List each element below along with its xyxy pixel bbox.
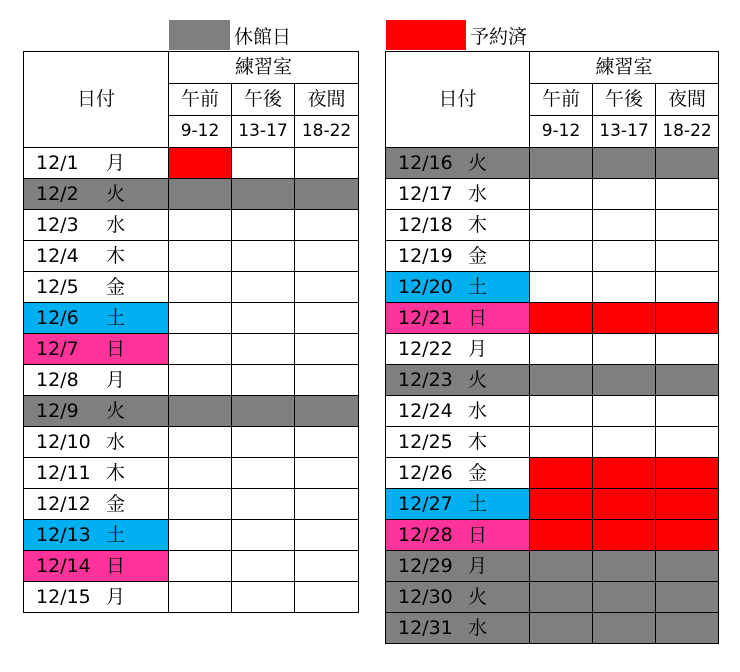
slot-available[interactable] — [169, 303, 232, 334]
weekday-label: 月 — [106, 585, 126, 608]
right-table-header — [386, 52, 719, 148]
weekday-label: 金 — [468, 244, 488, 267]
table-row — [24, 210, 359, 241]
slot-available[interactable] — [169, 489, 232, 520]
slot-closed[interactable] — [656, 365, 719, 396]
date-label: 12/22 — [398, 337, 453, 360]
date-label: 12/10 — [36, 430, 91, 453]
time-night: 18-22 — [656, 116, 719, 148]
slot-available[interactable] — [593, 179, 656, 210]
slot-available[interactable] — [593, 396, 656, 427]
slot-available[interactable] — [295, 210, 359, 241]
table-row — [24, 272, 359, 303]
date-label: 12/29 — [398, 554, 453, 577]
date-label: 12/15 — [36, 585, 91, 608]
weekday-label: 水 — [106, 213, 126, 236]
date-cell — [386, 179, 530, 210]
date-cell — [386, 551, 530, 582]
slot-available[interactable] — [232, 427, 295, 458]
date-cell — [386, 613, 530, 644]
date-cell — [24, 148, 169, 179]
slot-closed[interactable] — [530, 551, 593, 582]
booked-swatch — [386, 20, 466, 50]
slot-closed[interactable] — [232, 179, 295, 210]
time-morning: 9-12 — [530, 116, 593, 148]
slot-available[interactable] — [593, 334, 656, 365]
slot-available[interactable] — [295, 334, 359, 365]
date-cell — [24, 520, 169, 551]
slot-booked[interactable] — [656, 489, 719, 520]
slot-available[interactable] — [530, 334, 593, 365]
slot-available[interactable] — [232, 365, 295, 396]
slot-booked[interactable] — [169, 148, 232, 179]
table-row — [386, 613, 719, 644]
table-row — [24, 551, 359, 582]
table-row — [386, 272, 719, 303]
legend-booked — [386, 20, 527, 50]
slot-closed[interactable] — [593, 613, 656, 644]
slot-available[interactable] — [232, 582, 295, 613]
slot-closed[interactable] — [169, 179, 232, 210]
slot-available[interactable] — [169, 365, 232, 396]
date-cell — [386, 210, 530, 241]
slot-closed[interactable] — [530, 613, 593, 644]
date-cell — [24, 551, 169, 582]
slot-closed[interactable] — [593, 582, 656, 613]
slot-available[interactable] — [295, 148, 359, 179]
table-row — [386, 148, 719, 179]
date-cell — [24, 272, 169, 303]
table-row — [386, 489, 719, 520]
weekday-label: 金 — [106, 492, 126, 515]
room-header: 練習室 — [530, 52, 719, 84]
slot-booked[interactable] — [593, 489, 656, 520]
date-cell — [386, 520, 530, 551]
date-label: 12/13 — [36, 523, 91, 546]
date-cell — [386, 303, 530, 334]
slot-available[interactable] — [295, 489, 359, 520]
weekday-label: 日 — [468, 523, 488, 546]
date-label: 12/20 — [398, 275, 453, 298]
weekday-label: 水 — [468, 616, 488, 639]
date-label: 12/4 — [36, 244, 79, 267]
date-label: 12/9 — [36, 399, 79, 422]
date-cell — [24, 489, 169, 520]
slot-available[interactable] — [295, 520, 359, 551]
slot-booked[interactable] — [656, 458, 719, 489]
slot-booked[interactable] — [530, 489, 593, 520]
slot-available[interactable] — [593, 210, 656, 241]
table-row — [386, 303, 719, 334]
slot-available[interactable] — [169, 272, 232, 303]
slot-available[interactable] — [232, 458, 295, 489]
date-cell — [386, 241, 530, 272]
slot-available[interactable] — [232, 210, 295, 241]
date-cell — [24, 458, 169, 489]
weekday-label: 火 — [468, 368, 488, 391]
table-row — [24, 365, 359, 396]
slot-available[interactable] — [295, 551, 359, 582]
slot-available[interactable] — [169, 334, 232, 365]
slot-booked[interactable] — [593, 520, 656, 551]
date-cell — [386, 334, 530, 365]
weekday-label: 月 — [468, 554, 488, 577]
slot-available[interactable] — [232, 551, 295, 582]
date-label: 12/11 — [36, 461, 91, 484]
period-morning-header: 午前 — [169, 84, 232, 116]
table-row — [386, 396, 719, 427]
date-label: 12/7 — [36, 337, 79, 360]
date-label: 12/21 — [398, 306, 453, 329]
weekday-label: 火 — [468, 585, 488, 608]
date-column-header: 日付 — [386, 52, 530, 148]
slot-closed[interactable] — [232, 396, 295, 427]
slot-closed[interactable] — [593, 148, 656, 179]
table-row — [24, 489, 359, 520]
table-row — [24, 427, 359, 458]
slot-available[interactable] — [295, 582, 359, 613]
weekday-label: 金 — [468, 461, 488, 484]
slot-available[interactable] — [295, 427, 359, 458]
left-table-header — [24, 52, 359, 148]
period-morning-header: 午前 — [530, 84, 593, 116]
slot-closed[interactable] — [295, 396, 359, 427]
weekday-label: 土 — [106, 523, 126, 546]
date-label: 12/25 — [398, 430, 453, 453]
date-label: 12/14 — [36, 554, 91, 577]
weekday-label: 火 — [106, 399, 126, 422]
slot-available[interactable] — [169, 427, 232, 458]
weekday-label: 月 — [106, 151, 126, 174]
date-cell — [386, 272, 530, 303]
date-cell — [386, 427, 530, 458]
table-row — [24, 303, 359, 334]
slot-available[interactable] — [593, 241, 656, 272]
slot-available[interactable] — [169, 520, 232, 551]
slot-available[interactable] — [169, 458, 232, 489]
table-row — [386, 520, 719, 551]
weekday-label: 水 — [468, 399, 488, 422]
weekday-label: 土 — [468, 275, 488, 298]
slot-closed[interactable] — [656, 582, 719, 613]
slot-available[interactable] — [232, 520, 295, 551]
date-label: 12/30 — [398, 585, 453, 608]
date-cell — [24, 365, 169, 396]
date-cell — [24, 303, 169, 334]
period-afternoon-header: 午後 — [232, 84, 295, 116]
slot-available[interactable] — [295, 272, 359, 303]
date-cell — [24, 241, 169, 272]
slot-available[interactable] — [530, 396, 593, 427]
slot-closed[interactable] — [530, 148, 593, 179]
table-row — [386, 210, 719, 241]
slot-closed[interactable] — [593, 365, 656, 396]
calendar-table-right — [385, 51, 719, 644]
weekday-label: 土 — [468, 492, 488, 515]
table-row — [24, 582, 359, 613]
slot-available[interactable] — [169, 582, 232, 613]
weekday-label: 月 — [468, 337, 488, 360]
legend-closed — [169, 20, 291, 50]
period-night-header: 夜間 — [295, 84, 359, 116]
weekday-label: 月 — [106, 368, 126, 391]
date-label: 12/27 — [398, 492, 453, 515]
table-row — [386, 427, 719, 458]
slot-closed[interactable] — [656, 148, 719, 179]
table-row — [386, 334, 719, 365]
slot-available[interactable] — [295, 241, 359, 272]
date-cell — [24, 396, 169, 427]
date-label: 12/1 — [36, 151, 79, 174]
date-label: 12/18 — [398, 213, 453, 236]
time-morning: 9-12 — [169, 116, 232, 148]
table-row — [24, 396, 359, 427]
slot-available[interactable] — [656, 179, 719, 210]
slot-booked[interactable] — [593, 303, 656, 334]
slot-available[interactable] — [656, 272, 719, 303]
weekday-label: 水 — [468, 182, 488, 205]
table-row — [386, 179, 719, 210]
slot-available[interactable] — [530, 241, 593, 272]
slot-closed[interactable] — [656, 613, 719, 644]
slot-available[interactable] — [656, 241, 719, 272]
weekday-label: 火 — [106, 182, 126, 205]
date-label: 12/23 — [398, 368, 453, 391]
slot-available[interactable] — [656, 396, 719, 427]
table-row — [24, 179, 359, 210]
date-cell — [386, 489, 530, 520]
table-row — [386, 458, 719, 489]
weekday-label: 木 — [468, 213, 488, 236]
weekday-label: 日 — [106, 337, 126, 360]
calendar-table-left — [23, 51, 359, 613]
date-label: 12/8 — [36, 368, 79, 391]
table-row — [386, 551, 719, 582]
slot-closed[interactable] — [593, 551, 656, 582]
slot-available[interactable] — [232, 334, 295, 365]
slot-available[interactable] — [295, 458, 359, 489]
weekday-label: 木 — [106, 461, 126, 484]
weekday-label: 木 — [106, 244, 126, 267]
weekday-label: 日 — [106, 554, 126, 577]
date-label: 12/19 — [398, 244, 453, 267]
date-cell — [24, 582, 169, 613]
slot-closed[interactable] — [530, 582, 593, 613]
table-row — [24, 334, 359, 365]
table-row — [24, 241, 359, 272]
date-label: 12/12 — [36, 492, 91, 515]
time-afternoon: 13-17 — [232, 116, 295, 148]
slot-available[interactable] — [530, 179, 593, 210]
date-label: 12/26 — [398, 461, 453, 484]
date-label: 12/31 — [398, 616, 453, 639]
date-label: 12/2 — [36, 182, 79, 205]
date-column-header: 日付 — [24, 52, 169, 148]
date-label: 12/6 — [36, 306, 79, 329]
weekday-label: 金 — [106, 275, 126, 298]
room-header: 練習室 — [169, 52, 359, 84]
left-table-body — [24, 148, 359, 613]
slot-available[interactable] — [530, 272, 593, 303]
date-cell — [386, 396, 530, 427]
slot-booked[interactable] — [530, 303, 593, 334]
slot-available[interactable] — [593, 427, 656, 458]
slot-available[interactable] — [232, 272, 295, 303]
date-label: 12/17 — [398, 182, 453, 205]
slot-booked[interactable] — [656, 303, 719, 334]
legend-booked-label: 予約済 — [470, 25, 528, 48]
slot-available[interactable] — [530, 427, 593, 458]
closed-swatch — [169, 20, 230, 50]
weekday-label: 日 — [468, 306, 488, 329]
table-row — [24, 148, 359, 179]
time-afternoon: 13-17 — [593, 116, 656, 148]
date-label: 12/16 — [398, 151, 453, 174]
slot-available[interactable] — [169, 241, 232, 272]
slot-closed[interactable] — [169, 396, 232, 427]
slot-available[interactable] — [593, 272, 656, 303]
slot-available[interactable] — [169, 210, 232, 241]
table-row — [386, 241, 719, 272]
date-cell — [386, 458, 530, 489]
period-afternoon-header: 午後 — [593, 84, 656, 116]
slot-available[interactable] — [232, 241, 295, 272]
date-cell — [24, 210, 169, 241]
slot-booked[interactable] — [656, 520, 719, 551]
slot-available[interactable] — [232, 148, 295, 179]
weekday-label: 水 — [106, 430, 126, 453]
slot-available[interactable] — [295, 303, 359, 334]
slot-available[interactable] — [295, 365, 359, 396]
date-label: 12/28 — [398, 523, 453, 546]
weekday-label: 土 — [106, 306, 126, 329]
date-cell — [386, 148, 530, 179]
slot-booked[interactable] — [593, 458, 656, 489]
table-row — [386, 582, 719, 613]
slot-available[interactable] — [530, 210, 593, 241]
slot-booked[interactable] — [530, 458, 593, 489]
date-cell — [24, 334, 169, 365]
slot-closed[interactable] — [295, 179, 359, 210]
date-cell — [24, 427, 169, 458]
table-row — [24, 520, 359, 551]
slot-available[interactable] — [656, 334, 719, 365]
date-cell — [24, 179, 169, 210]
date-label: 12/24 — [398, 399, 453, 422]
slot-available[interactable] — [232, 303, 295, 334]
right-table-body — [386, 148, 719, 644]
slot-closed[interactable] — [530, 365, 593, 396]
slot-available[interactable] — [656, 427, 719, 458]
time-night: 18-22 — [295, 116, 359, 148]
slot-available[interactable] — [656, 210, 719, 241]
weekday-label: 木 — [468, 430, 488, 453]
legend-closed-label: 休館日 — [234, 25, 292, 48]
period-night-header: 夜間 — [656, 84, 719, 116]
slot-available[interactable] — [169, 551, 232, 582]
table-row — [386, 365, 719, 396]
date-cell — [386, 582, 530, 613]
table-row — [24, 458, 359, 489]
weekday-label: 火 — [468, 151, 488, 174]
slot-booked[interactable] — [530, 520, 593, 551]
date-cell — [386, 365, 530, 396]
slot-available[interactable] — [232, 489, 295, 520]
date-label: 12/5 — [36, 275, 79, 298]
date-label: 12/3 — [36, 213, 79, 236]
slot-closed[interactable] — [656, 551, 719, 582]
